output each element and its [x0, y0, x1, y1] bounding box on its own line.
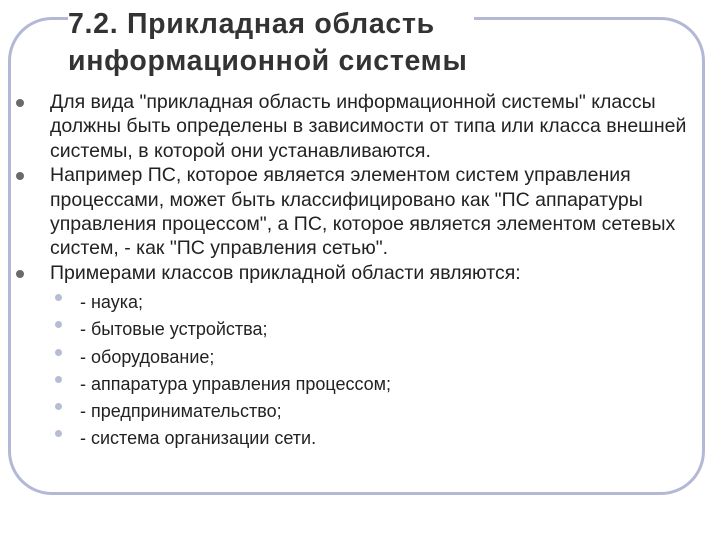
sub-list-item	[50, 425, 690, 452]
sub-bullet-dot-icon	[55, 376, 62, 383]
bullet-dot-icon	[16, 270, 24, 278]
sub-item-text: - бытовые устройства;	[80, 319, 268, 340]
sub-bullet-dot-icon	[55, 403, 62, 410]
slide-title	[68, 6, 474, 80]
sub-item-text: - предпринимательство;	[80, 401, 282, 422]
sub-item-text: - система организации сети.	[80, 428, 317, 449]
sub-list-item	[50, 371, 690, 398]
bullet-item	[50, 261, 690, 453]
bullet-item	[50, 90, 690, 163]
bullet-list	[50, 90, 690, 452]
bullet-dot-icon	[16, 99, 24, 107]
bullet-text: Для вида "прикладная область информационной системы" классы должны быть определены в зависимости от типа или класса внешней системы, в которой они устанавливаются.	[50, 91, 687, 162]
sub-list-item	[50, 316, 690, 343]
sub-list-item	[50, 344, 690, 371]
sub-bullet-dot-icon	[55, 349, 62, 356]
sub-item-text: - аппаратура управления процессом;	[80, 373, 392, 394]
sub-item-text: - оборудование;	[80, 346, 215, 367]
bullet-text: Примерами классов прикладной области являются:	[50, 261, 521, 284]
bullet-item	[50, 163, 690, 261]
sub-list	[50, 289, 690, 452]
sub-item-text: - наука;	[80, 292, 144, 313]
title-line-1: 7.2. Прикладная область	[68, 8, 435, 40]
sub-bullet-dot-icon	[55, 430, 62, 437]
sub-list-item	[50, 398, 690, 425]
sub-bullet-dot-icon	[55, 321, 62, 328]
title-line-2: информационной системы	[68, 45, 468, 77]
sub-list-item	[50, 289, 690, 316]
bullet-text: Например ПС, которое является элементом систем управления процессами, может быть классифицировано как "ПС аппаратуры управления процессом", а ПС, которое является элементом сетевых систем, - как "ПС управления сетью".	[50, 164, 676, 260]
sub-bullet-dot-icon	[55, 294, 62, 301]
